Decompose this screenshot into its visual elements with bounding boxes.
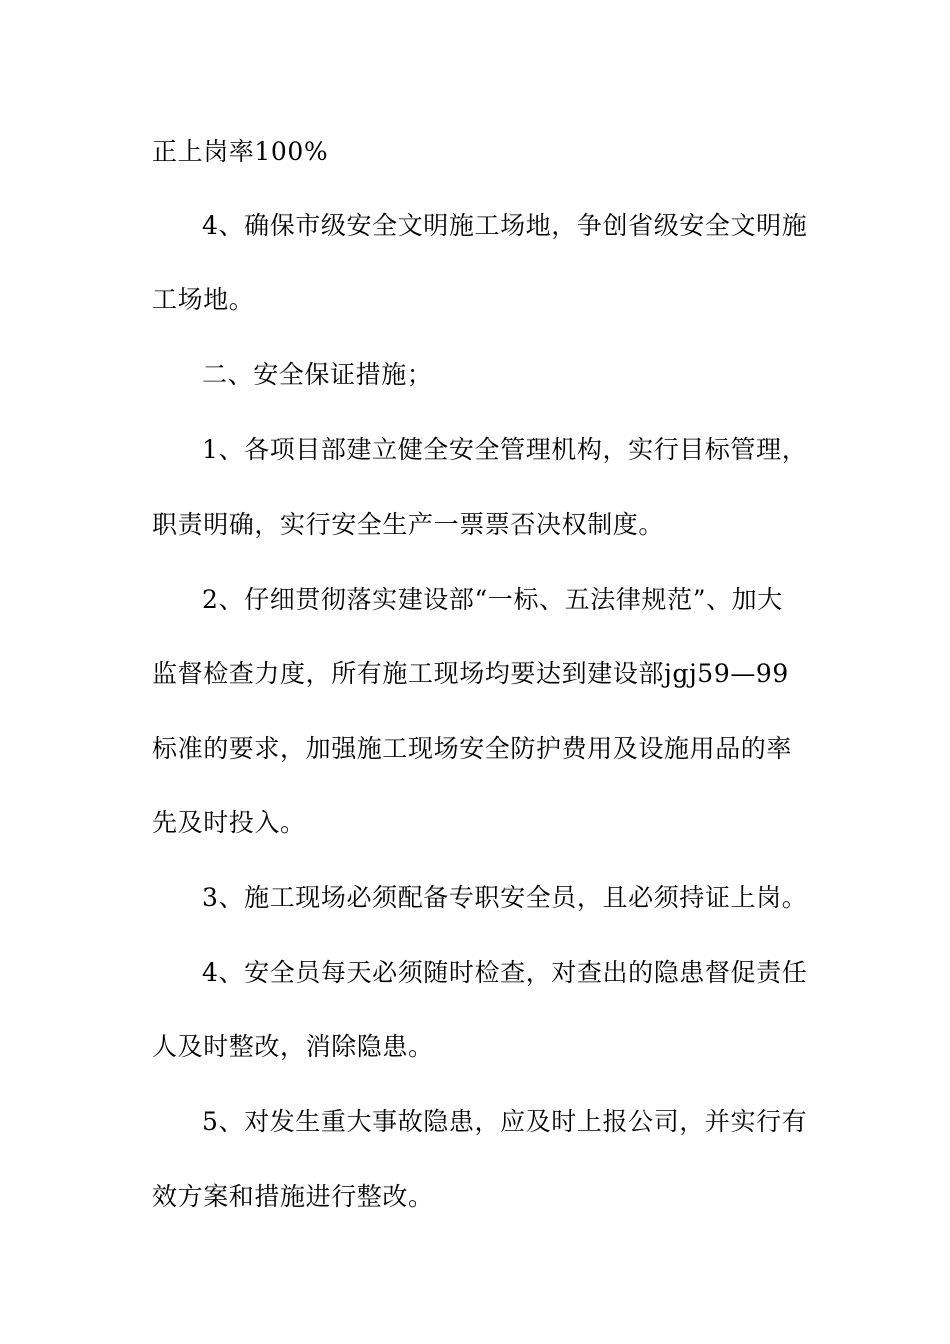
text-line: 职责明确，实行安全生产一票票否决权制度。 (152, 510, 665, 539)
text-line: 5、对发生重大事故隐患，应及时上报公司，并实行有 (202, 1107, 808, 1136)
text-line: 人及时整改，消除隐患。 (152, 1032, 434, 1061)
text-line: 4、安全员每天必须随时检查，对查出的隐患督促责任 (202, 958, 808, 987)
text-line: 3、施工现场必须配备专职安全员，且必须持证上岗。 (202, 883, 808, 912)
text-line: 标准的要求，加强施工现场安全防护费用及设施用品的率 (152, 734, 793, 763)
section-heading: 二、安全保证措施； (202, 360, 433, 389)
text-line: 效方案和措施进行整改。 (152, 1182, 434, 1211)
text-line: 2、仔细贯彻落实建设部“一标、五法律规范”、加大 (202, 585, 783, 614)
text-line: 监督检查力度，所有施工现场均要达到建设部jgj59—99 (152, 659, 789, 688)
text-line: 4、确保市级安全文明施工场地，争创省级安全文明施 (202, 211, 808, 240)
text-line: 工场地。 (152, 285, 255, 314)
text-line: 正上岗率100% (152, 137, 329, 166)
text-line: 1、各项目部建立健全安全管理机构，实行目标管理， (202, 435, 808, 464)
text-line: 先及时投入。 (152, 808, 306, 837)
